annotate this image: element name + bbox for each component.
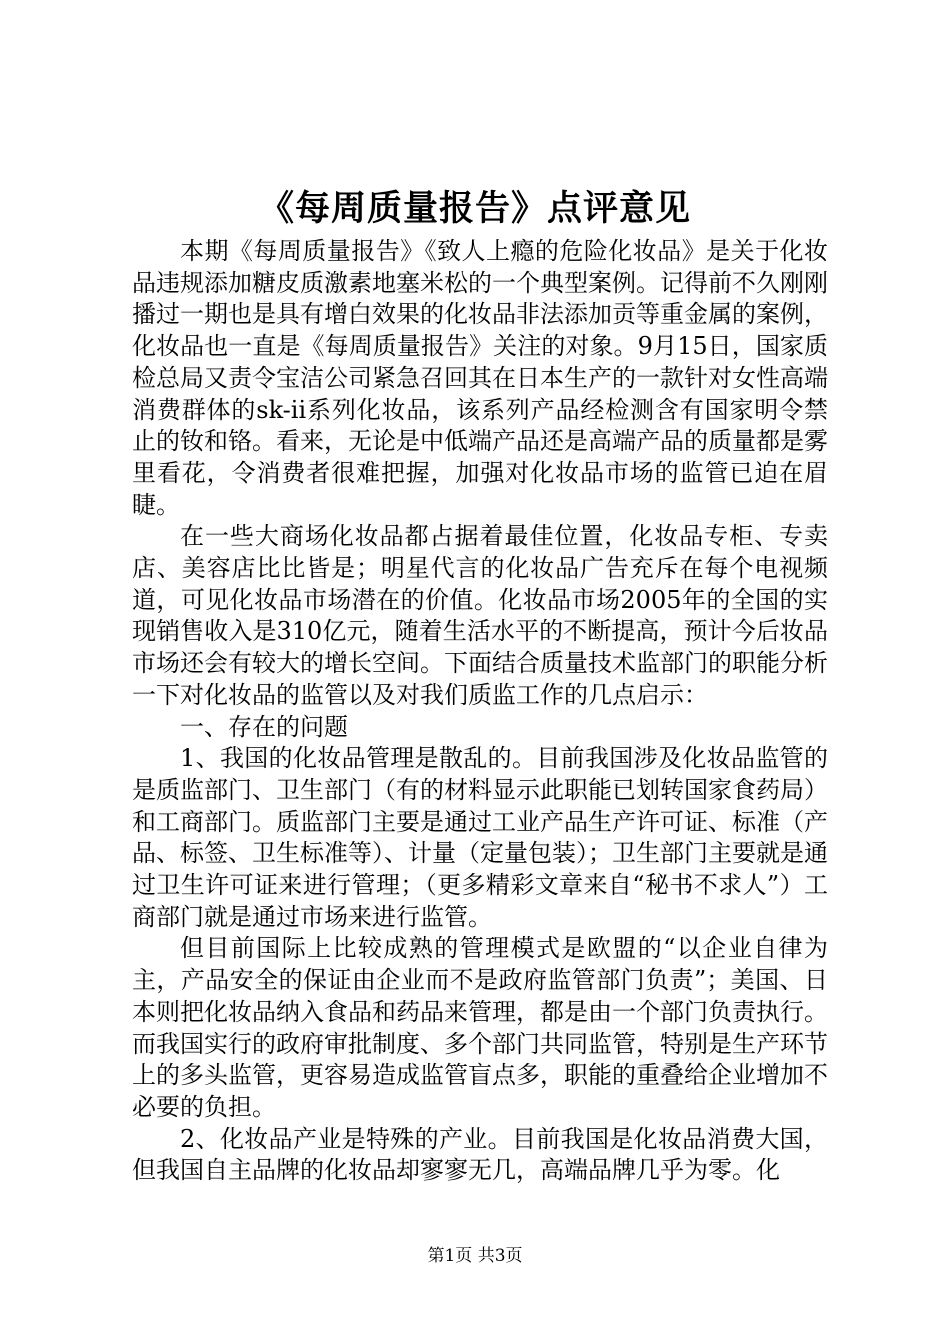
paragraph-point-1: 1、我国的化妆品管理是散乱的。目前我国涉及化妆品监管的是质监部门、卫生部门（有的材料显示此职能已划转国家食药局）和工商部门。质监部门主要是通过工业产品生产许可证、标准（产品、标签、卫生标准等）、计量（定量包装）；卫生部门主要就是通过卫生许可证来进行管理；（更多精彩文章来自“秘书不求人”）工商部门就是通过市场来进行监管。: [132, 744, 828, 931]
paragraph-international: 但目前国际上比较成熟的管理模式是欧盟的“以企业自律为主，产品安全的保证由企业而不是政府监管部门负责”；美国、日本则把化妆品纳入食品和药品来管理，都是由一个部门负责执行。而我国实行的政府审批制度、多个部门共同监管，特别是生产环节上的多头监管，更容易造成监管盲点多，职能的重叠给企业增加不必要的负担。: [132, 934, 828, 1121]
paragraph-intro: 本期《每周质量报告》《致人上瘾的危险化妆品》是关于化妆品违规添加糖皮质激素地塞米松的一个典型案例。记得前不久刚刚播过一期也是具有增白效果的化妆品非法添加贡等重金属的案例，化妆品也一直是《每周质量报告》关注的对象。9月15日，国家质检总局又责令宝洁公司紧急召回其在日本生产的一款针对女性高端消费群体的sk-ii系列化妆品，该系列产品经检测含有国家明令禁止的钕和铬。看来，无论是中低端产品还是高端产品的质量都是雾里看花，令消费者很难把握，加强对化妆品市场的监管已迫在眉睫。: [132, 237, 828, 519]
paragraph-point-2: 2、化妆品产业是特殊的产业。目前我国是化妆品消费大国，但我国自主品牌的化妆品却寥寥无几，高端品牌几乎为零。化: [132, 1124, 828, 1185]
section-heading-problems: 一、存在的问题: [180, 712, 348, 741]
paragraph-market: 在一些大商场化妆品都占据着最佳位置，化妆品专柜、专卖店、美容店比比皆是；明星代言的化妆品广告充斥在每个电视频道，可见化妆品市场潜在的价值。化妆品市场2005年的全国的实现销售收入是310亿元，随着生活水平的不断提高，预计今后妆品市场还会有较大的增长空间。下面结合质量技术监部门的职能分析一下对化妆品的监管以及对我们质监工作的几点启示：: [132, 522, 828, 709]
document-body: [132, 236, 828, 1187]
document-title: 《每周质量报告》点评意见: [258, 188, 691, 229]
page-number-footer: 第1页 共3页: [427, 1246, 523, 1266]
